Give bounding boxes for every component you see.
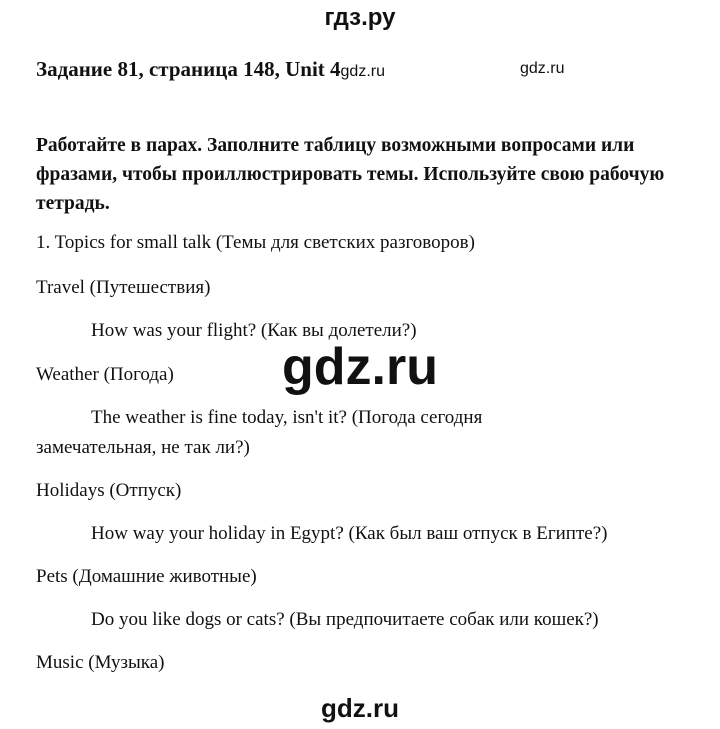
topic-weather: Weather (Погода)	[36, 364, 174, 385]
footer-watermark: gdz.ru	[321, 693, 399, 723]
topic-pets: Pets (Домашние животные)	[36, 566, 257, 587]
title-watermark: gdz.ru	[340, 63, 385, 80]
example-weather-line-2: замечательная, не так ли?)	[36, 437, 250, 458]
example-pets: Do you like dogs or cats? (Вы предпочитаете собак или кошек?)	[91, 609, 599, 630]
topics-heading: 1. Topics for small talk (Темы для светских разговоров)	[36, 232, 475, 253]
page-title	[36, 57, 385, 82]
example-holidays: How way your holiday in Egypt? (Как был ваш отпуск в Египте?)	[91, 523, 608, 544]
topic-music: Music (Музыка)	[36, 652, 165, 673]
example-travel: How was your flight? (Как вы долетели?)	[91, 320, 417, 341]
topic-travel: Travel (Путешествия)	[36, 277, 211, 298]
topic-holidays: Holidays (Отпуск)	[36, 480, 182, 501]
title-text: Задание 81, страница 148, Unit 4	[36, 57, 341, 81]
example-weather-line-1: The weather is fine today, isn't it? (Погода сегодня	[91, 407, 483, 428]
center-watermark: gdz.ru	[282, 338, 438, 396]
task-instruction: Работайте в парах. Заполните таблицу возможными вопросами или фразами, чтобы проиллюстрировать темы. Используйте свою рабочую тетрадь.	[36, 135, 665, 214]
side-watermark: gdz.ru	[520, 60, 565, 77]
header-watermark: гдз.ру	[324, 4, 396, 31]
